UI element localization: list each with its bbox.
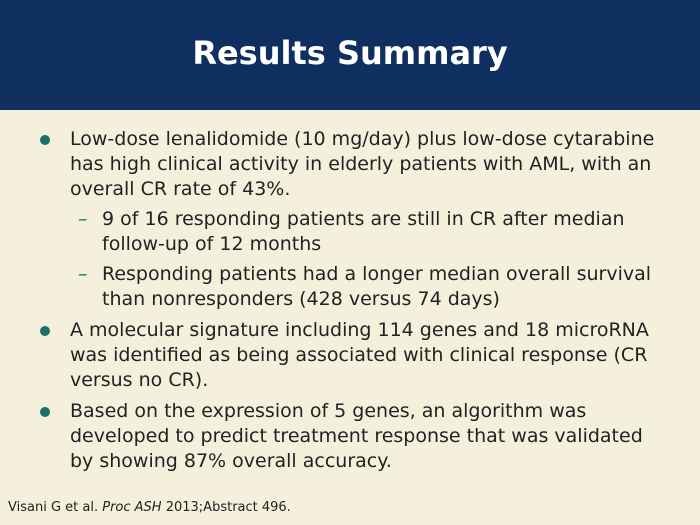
bullet-item bbox=[40, 127, 670, 202]
sub-bullet-item bbox=[78, 262, 670, 312]
bullet-list bbox=[40, 127, 670, 480]
citation-journal: Proc ASH bbox=[102, 500, 162, 515]
citation-authors: Visani G et al. bbox=[8, 500, 99, 515]
bullet-item bbox=[40, 399, 670, 474]
bullet-dot-icon bbox=[40, 326, 50, 336]
citation bbox=[8, 500, 291, 515]
dash-icon: – bbox=[78, 263, 88, 285]
dash-icon: – bbox=[78, 208, 88, 230]
sub-bullet-item bbox=[78, 207, 670, 257]
sub-bullet-text: 9 of 16 responding patients are still in CR after median follow-up of 12 months bbox=[102, 208, 625, 255]
sub-bullet-text: Responding patients had a longer median overall survival than nonresponders (428 versus 74 days) bbox=[102, 263, 652, 310]
bullet-text: A molecular signature including 114 genes and 18 microRNA was identified as being associated with clinical response (CR versus no CR). bbox=[70, 319, 649, 391]
bullet-text: Low-dose lenalidomide (10 mg/day) plus low-dose cytarabine has high clinical activity in elderly patients with AML, with an overall CR rate of 43%. bbox=[70, 128, 655, 200]
bullet-item bbox=[40, 318, 670, 393]
slide-title: Results Summary bbox=[192, 34, 508, 72]
bullet-dot-icon bbox=[40, 135, 50, 145]
bullet-dot-icon bbox=[40, 407, 50, 417]
title-bar bbox=[0, 0, 700, 110]
bullet-text: Based on the expression of 5 genes, an algorithm was developed to predict treatment response that was validated by showing 87% overall accuracy. bbox=[70, 400, 643, 472]
citation-details: 2013;Abstract 496. bbox=[165, 500, 291, 515]
